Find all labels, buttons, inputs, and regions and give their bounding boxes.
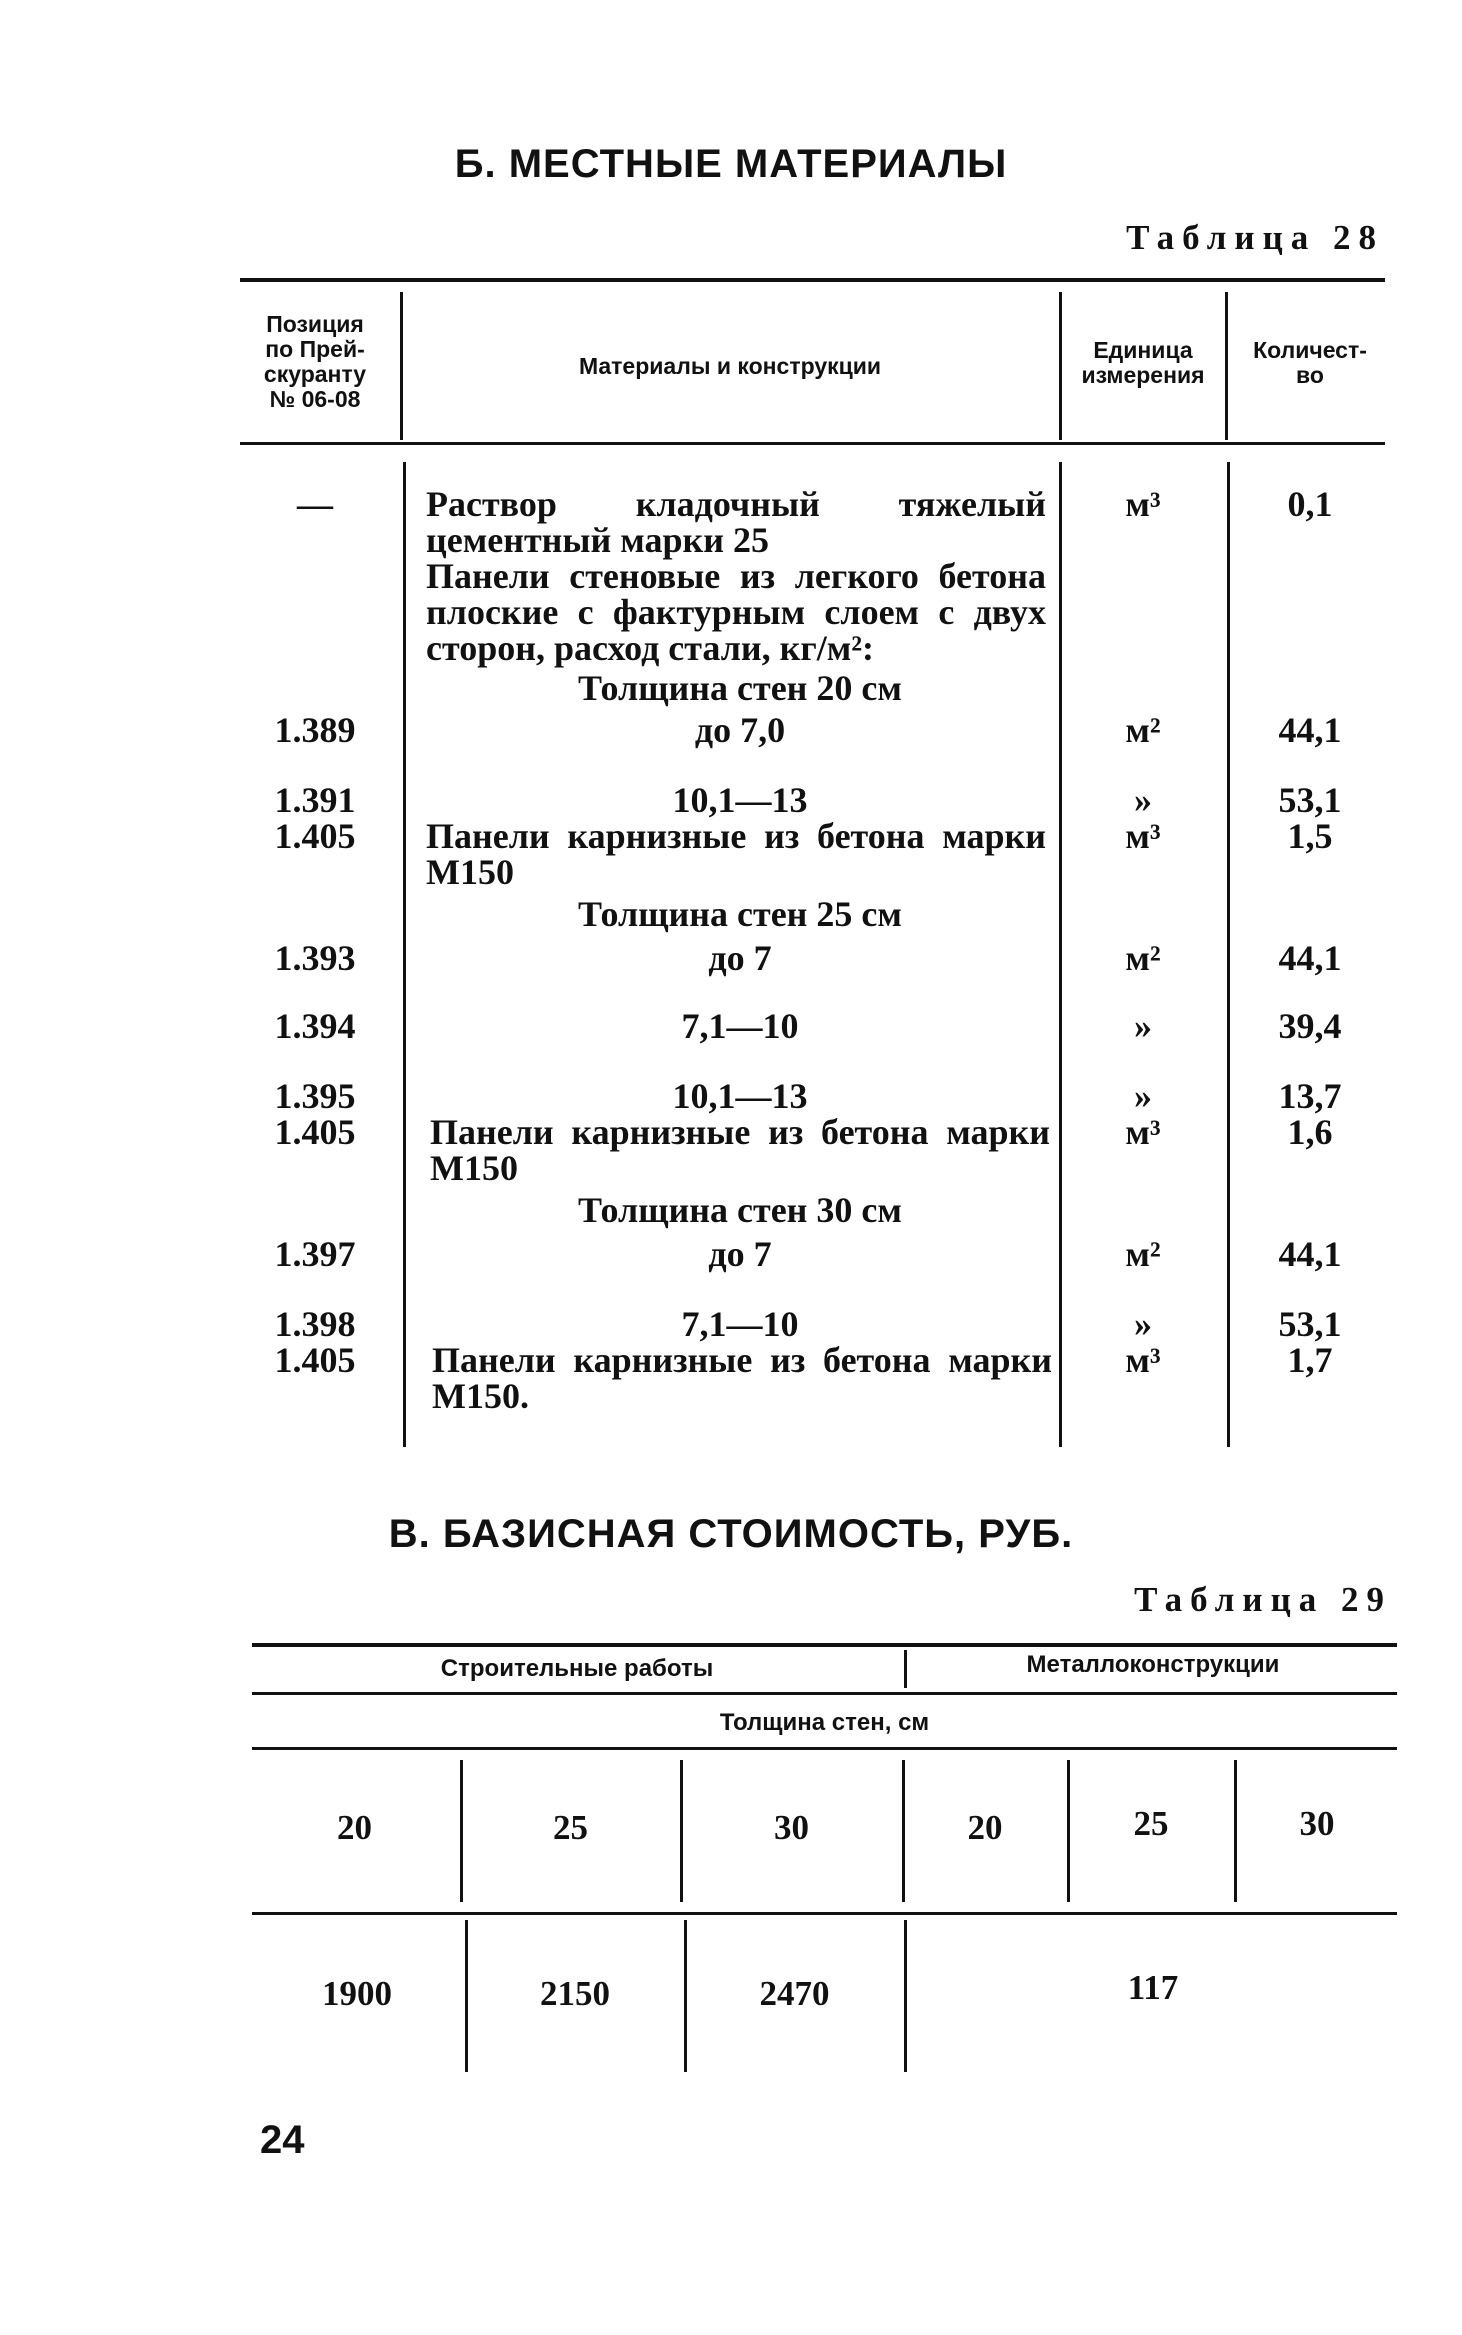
section-c-heading: В. БАЗИСНАЯ СТОИМОСТЬ, РУБ. xyxy=(388,1512,1074,1556)
cost-25: 2150 xyxy=(540,1974,610,2013)
row-9-unit: » xyxy=(1134,1076,1152,1116)
row-9-range: 10,1—13 xyxy=(672,1076,808,1116)
row-3-unit: м² xyxy=(1125,710,1161,750)
metal-cost: 117 xyxy=(1127,1968,1179,2007)
header-quantity: Количест- во xyxy=(1253,337,1367,388)
row-12-position: 1.397 xyxy=(274,1234,356,1274)
group-metal: Металлоконструкции xyxy=(1026,1651,1280,1678)
row-8-quantity: 39,4 xyxy=(1278,1006,1342,1046)
row-4-quantity: 53,1 xyxy=(1278,780,1342,820)
row-0-material: Раствор кладочный тяжелый цементный марки 25 xyxy=(426,484,1046,560)
row-8-unit: » xyxy=(1134,1006,1152,1046)
row-13-range: 7,1—10 xyxy=(681,1304,799,1344)
row-14-material: Панели карнизные из бетона марки М150. xyxy=(432,1340,1052,1416)
header-unit: Единица измерения xyxy=(1081,337,1205,388)
row-0-unit: м³ xyxy=(1125,484,1161,524)
row-5-material: Панели карнизные из бетона марки М150 xyxy=(426,816,1046,892)
table-29-label: Таблица 29 xyxy=(1134,1580,1392,1619)
row-10-quantity: 1,6 xyxy=(1287,1112,1333,1152)
row-7-position: 1.393 xyxy=(274,938,356,978)
thickness-25-metal: 25 xyxy=(1133,1804,1169,1843)
header-position: Позиция по Прей- скуранту № 06-08 xyxy=(263,311,367,412)
row-0-quantity: 0,1 xyxy=(1287,484,1333,524)
cost-20: 1900 xyxy=(322,1974,392,2013)
row-10-unit: м³ xyxy=(1125,1112,1161,1152)
header-materials: Материалы и конструкции xyxy=(578,353,882,379)
row-8-range: 7,1—10 xyxy=(681,1006,799,1046)
thickness-20-construction: 20 xyxy=(337,1808,372,1847)
row-2-subheading: Толщина стен 20 см xyxy=(578,668,902,708)
group-construction: Строительные работы xyxy=(440,1655,714,1682)
thickness-30-metal: 30 xyxy=(1299,1804,1335,1843)
row-7-quantity: 44,1 xyxy=(1278,938,1342,978)
thickness-label: Толщина стен, см xyxy=(719,1709,930,1736)
row-10-material: Панели карнизные из бетона марки М150 xyxy=(430,1112,1050,1188)
row-12-quantity: 44,1 xyxy=(1278,1234,1342,1274)
row-7-range: до 7 xyxy=(708,938,772,978)
row-13-position: 1.398 xyxy=(274,1304,356,1344)
row-12-unit: м² xyxy=(1125,1234,1161,1274)
row-4-unit: » xyxy=(1134,780,1152,820)
row-13-quantity: 53,1 xyxy=(1278,1304,1342,1344)
row-9-position: 1.395 xyxy=(274,1076,356,1116)
row-5-position: 1.405 xyxy=(274,816,356,856)
row-8-position: 1.394 xyxy=(274,1006,356,1046)
thickness-25-construction: 25 xyxy=(553,1808,588,1847)
row-14-quantity: 1,7 xyxy=(1287,1340,1333,1380)
row-5-quantity: 1,5 xyxy=(1287,816,1333,856)
page-number: 24 xyxy=(260,2118,305,2162)
thickness-30-construction: 30 xyxy=(774,1808,809,1847)
row-4-position: 1.391 xyxy=(274,780,356,820)
row-5-unit: м³ xyxy=(1125,816,1161,856)
row-13-unit: » xyxy=(1134,1304,1152,1344)
row-12-range: до 7 xyxy=(708,1234,772,1274)
row-10-position: 1.405 xyxy=(274,1112,356,1152)
row-9-quantity: 13,7 xyxy=(1278,1076,1342,1116)
row-4-range: 10,1—13 xyxy=(672,780,808,820)
row-14-unit: м³ xyxy=(1125,1340,1161,1380)
row-1-material: Панели стеновые из легкого бетона плоские с фактурным слоем с двух сторон, расход стали, кг/м²: xyxy=(426,556,1046,668)
thickness-20-metal: 20 xyxy=(967,1808,1003,1847)
row-14-position: 1.405 xyxy=(274,1340,356,1380)
row-3-quantity: 44,1 xyxy=(1278,710,1342,750)
row-3-range: до 7,0 xyxy=(694,710,786,750)
row-3-position: 1.389 xyxy=(274,710,356,750)
section-b-heading: Б. МЕСТНЫЕ МАТЕРИАЛЫ xyxy=(454,142,1008,186)
row-6-subheading: Толщина стен 25 см xyxy=(578,894,902,934)
row-7-unit: м² xyxy=(1125,938,1161,978)
row-0-position: — xyxy=(297,484,333,524)
table-28-label: Таблица 28 xyxy=(1126,218,1384,257)
cost-30: 2470 xyxy=(759,1974,830,2013)
row-11-subheading: Толщина стен 30 см xyxy=(578,1190,902,1230)
